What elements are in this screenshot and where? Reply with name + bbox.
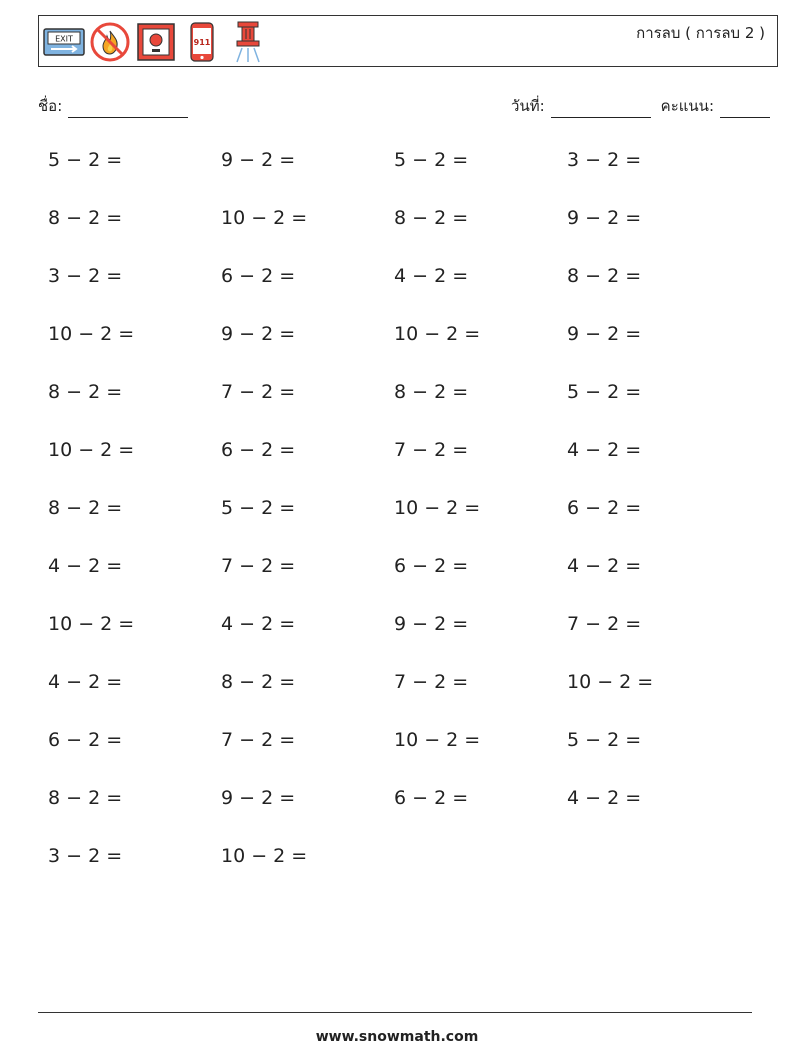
exit-sign-icon bbox=[43, 21, 85, 63]
problem-item: 6 − 2 = bbox=[567, 497, 642, 519]
problem-item: 5 − 2 = bbox=[567, 729, 642, 751]
problem-item: 8 − 2 = bbox=[221, 671, 296, 693]
problem-item: 9 − 2 = bbox=[567, 323, 642, 345]
problem-item: 9 − 2 = bbox=[221, 787, 296, 809]
problem-item: 10 − 2 = bbox=[221, 207, 308, 229]
problem-item: 4 − 2 = bbox=[567, 787, 642, 809]
name-label: ชื่อ: bbox=[38, 97, 63, 115]
phone-911-label: 911 bbox=[193, 38, 211, 47]
problem-item: 7 − 2 = bbox=[394, 671, 469, 693]
problem-item: 7 − 2 = bbox=[221, 555, 296, 577]
problem-item: 4 − 2 = bbox=[567, 555, 642, 577]
problem-item: 9 − 2 = bbox=[221, 323, 296, 345]
problem-item: 6 − 2 = bbox=[48, 729, 123, 751]
problem-grid bbox=[48, 140, 748, 894]
problem-item: 10 − 2 = bbox=[221, 845, 308, 867]
problem-item: 7 − 2 = bbox=[221, 381, 296, 403]
score-blank[interactable] bbox=[720, 101, 770, 118]
problem-item: 10 − 2 = bbox=[394, 323, 481, 345]
problem-item: 8 − 2 = bbox=[48, 787, 123, 809]
name-blank[interactable] bbox=[68, 101, 188, 118]
date-label: วันที่: bbox=[511, 97, 545, 115]
fire-sprinkler-icon bbox=[227, 21, 269, 63]
problem-item: 8 − 2 = bbox=[48, 381, 123, 403]
date-score-fields bbox=[511, 94, 770, 118]
score-label: คะแนน: bbox=[660, 97, 714, 115]
name-field bbox=[38, 94, 188, 118]
footer-divider bbox=[38, 1012, 752, 1013]
problem-item: 10 − 2 = bbox=[567, 671, 654, 693]
worksheet-title: การลบ ( การลบ 2 ) bbox=[636, 24, 765, 42]
fire-alarm-icon bbox=[135, 21, 177, 63]
problem-item: 10 − 2 = bbox=[48, 323, 135, 345]
problem-item: 10 − 2 = bbox=[48, 439, 135, 461]
problem-item: 5 − 2 = bbox=[48, 149, 123, 171]
problem-item: 4 − 2 = bbox=[567, 439, 642, 461]
problem-item: 10 − 2 = bbox=[394, 497, 481, 519]
problem-item: 4 − 2 = bbox=[394, 265, 469, 287]
problem-item: 7 − 2 = bbox=[394, 439, 469, 461]
problem-item: 8 − 2 = bbox=[48, 207, 123, 229]
problem-item: 3 − 2 = bbox=[48, 845, 123, 867]
problem-item: 8 − 2 = bbox=[567, 265, 642, 287]
footer-website: www.snowmath.com bbox=[315, 1029, 479, 1045]
problem-item: 9 − 2 = bbox=[567, 207, 642, 229]
date-blank[interactable] bbox=[551, 101, 651, 118]
emergency-phone-911-icon bbox=[181, 21, 223, 63]
problem-item: 8 − 2 = bbox=[394, 207, 469, 229]
problem-item: 10 − 2 = bbox=[394, 729, 481, 751]
no-fire-icon bbox=[89, 21, 131, 63]
problem-item: 9 − 2 = bbox=[394, 613, 469, 635]
problem-item: 6 − 2 = bbox=[221, 439, 296, 461]
problem-item: 8 − 2 = bbox=[394, 381, 469, 403]
problem-item: 7 − 2 = bbox=[567, 613, 642, 635]
problem-item: 3 − 2 = bbox=[567, 149, 642, 171]
problem-item: 4 − 2 = bbox=[48, 555, 123, 577]
problem-item: 7 − 2 = bbox=[221, 729, 296, 751]
problem-item: 5 − 2 = bbox=[394, 149, 469, 171]
problem-item: 6 − 2 = bbox=[394, 787, 469, 809]
problem-item: 5 − 2 = bbox=[567, 381, 642, 403]
problem-item: 10 − 2 = bbox=[48, 613, 135, 635]
problem-item: 4 − 2 = bbox=[221, 613, 296, 635]
problem-item: 6 − 2 = bbox=[394, 555, 469, 577]
header-icons bbox=[43, 20, 269, 64]
worksheet-header bbox=[38, 15, 778, 67]
exit-label: EXIT bbox=[55, 34, 73, 44]
problem-item: 5 − 2 = bbox=[221, 497, 296, 519]
problem-item: 4 − 2 = bbox=[48, 671, 123, 693]
problem-item: 6 − 2 = bbox=[221, 265, 296, 287]
problem-item: 9 − 2 = bbox=[221, 149, 296, 171]
problem-item: 8 − 2 = bbox=[48, 497, 123, 519]
problem-item: 3 − 2 = bbox=[48, 265, 123, 287]
